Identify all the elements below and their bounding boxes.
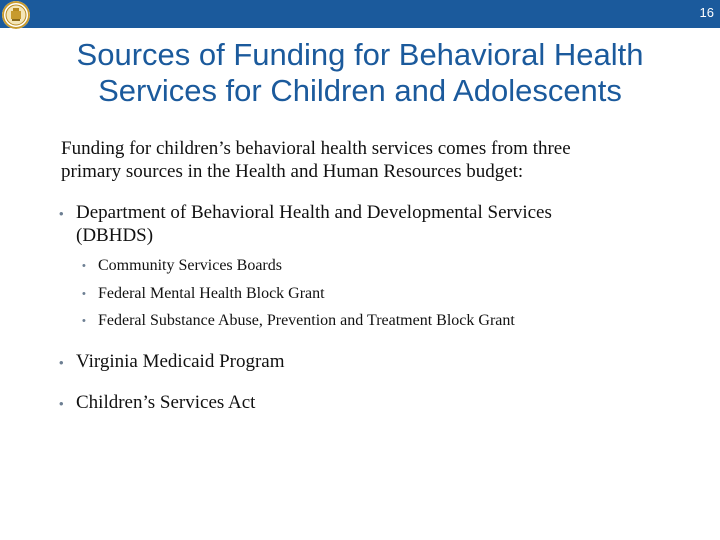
list-item-line-1: Department of Behavioral Health and Developmental Services: [76, 202, 552, 223]
list-item: [59, 201, 552, 247]
bullet-icon: •: [82, 315, 86, 327]
list-item-line-2: (DBHDS): [76, 225, 154, 246]
state-seal-icon: [2, 1, 30, 29]
bullet-icon: •: [82, 260, 86, 272]
intro-line-2: primary sources in the Health and Human Resources budget:: [61, 161, 524, 182]
sub-list-item: [82, 284, 325, 304]
sub-list-item-text: Community Services Boards: [98, 257, 282, 274]
list-item-text: [76, 201, 552, 247]
intro-line-1: Funding for children’s behavioral health services comes from three: [61, 138, 571, 159]
bullet-icon: •: [59, 396, 64, 411]
bullet-icon: •: [59, 355, 64, 370]
title-line-1: Sources of Funding for Behavioral Health: [76, 37, 644, 72]
list-item-text: Children’s Services Act: [76, 392, 256, 413]
title-line-2: Services for Children and Adolescents: [98, 73, 622, 108]
bullet-icon: •: [59, 206, 64, 221]
page-number: 16: [699, 5, 714, 20]
sub-list-item-text: Federal Substance Abuse, Prevention and Treatment Block Grant: [98, 312, 515, 329]
sub-list-item: [82, 311, 515, 331]
list-item: [59, 350, 285, 373]
sub-list-item: [82, 256, 282, 276]
header-bar: [0, 0, 720, 28]
list-item-text: Virginia Medicaid Program: [76, 351, 285, 372]
sub-list-item-text: Federal Mental Health Block Grant: [98, 285, 325, 302]
slide-title: [20, 37, 700, 109]
intro-paragraph: [61, 137, 681, 183]
list-item: [59, 391, 255, 414]
bullet-icon: •: [82, 288, 86, 300]
